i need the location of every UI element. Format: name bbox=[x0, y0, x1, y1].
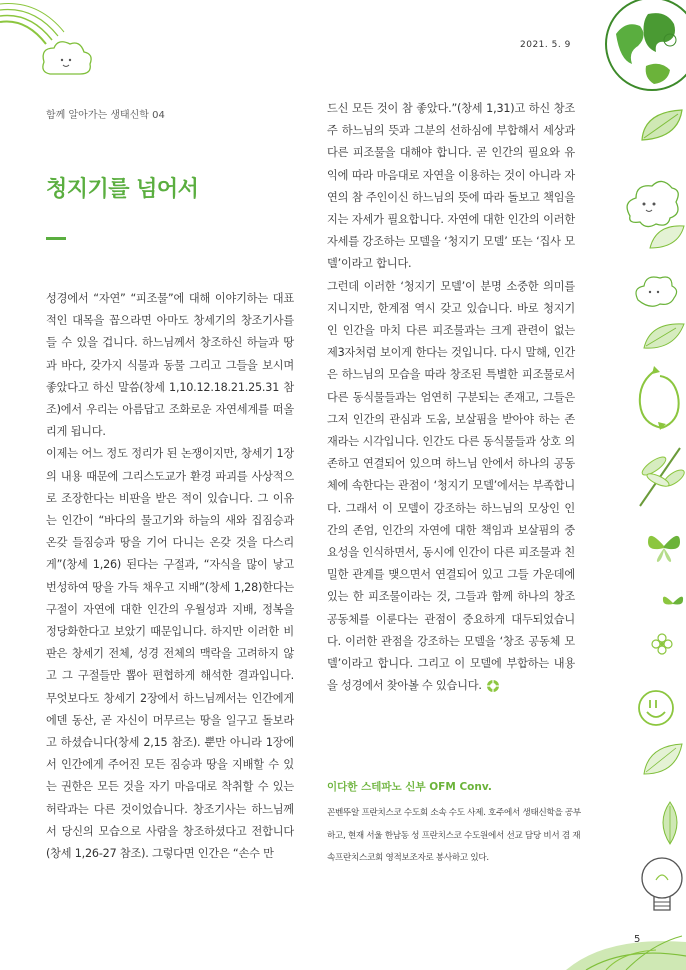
series-label: 함께 알아가는 생태신학 04 bbox=[46, 110, 165, 121]
article-title: 청지기를 넘어서 bbox=[46, 177, 199, 202]
paragraph: 이제는 어느 정도 정리가 된 논쟁이지만, 창세기 1장의 내용 때문에 그리스도교가 환경 파괴를 사상적으로 조장한다는 비판을 받은 적이 있습니다. 그 이유는 인간이 “바다의 물고기와 하늘의 새와 집짐승과 온갖 들짐승과 땅을 기어 다니는 온갖 것을 다스리게”(창세 1,26) 된다는 구절과, “자식을 많이 낳고 번성하여 땅을 가득 채우고 지배”(창세 1,28)한다는 구절이 자연에 대한 인간의 우월성과 지배, 정복을 정당화한다고 보았기 때문입니다. 하지만 이러한 비판은 창세기 전체, 성경 전체의 맥락을 고려하지 않고 그 구절들만 뽑아 편협하게 해석한 결과입니다. 무엇보다도 창세기 2장에서 하느님께서는 인간에게 에덴 동산, 곧 자신이 머무르는 땅을 일구고 돌보라고 하셨습니다(창세 2,15 참조). 뿐만 아니라 1장에서 인간에게 주어진 모든 짐승과 땅을 지배할 수 있는 권한은 모든 것을 자기 마음대로 착취할 수 있는 허락과는 다른 것이었습니다. 창조기사는 하느님께서 당신의 모습으로 사람을 창조하셨다고 전합니다(창세 1,26-27 참조). 그렇다면 인간은 “손수 만 bbox=[46, 447, 294, 861]
leaf-icon bbox=[648, 222, 686, 252]
lightbulb-icon bbox=[636, 852, 686, 924]
issue-date: 2021. 5. 9 bbox=[520, 40, 571, 50]
article-body-right bbox=[327, 98, 575, 697]
author-bio: 꼰벤뚜알 프란치스코 수도회 소속 수도 사제. 호주에서 생태신학을 공부하고, 현재 서울 한남동 성 프란치스코 수도원에서 선교 담당 비서 겸 재속프란치스코회 영적보조자로 봉사하고 있다. bbox=[327, 808, 581, 864]
cloud-face-icon bbox=[630, 270, 680, 310]
smiley-icon bbox=[636, 688, 676, 728]
leaf-icon bbox=[638, 106, 686, 146]
paragraph-text: 그런데 이러한 ‘청지기 모델’이 분명 소중한 의미를 지니지만, 한계점 역시 갖고 있습니다. 바로 청지기인 인간을 마치 다른 피조물과는 크게 관련이 없는 제3자처럼 보이게 한다는 것입니다. 다시 말해, 인간은 하느님의 모습을 따라 창조된 특별한 피조물로서 다른 동식물들과는 엄연히 구분되는 존재고, 그들은 그저 인간의 관심과 도움, 보살핌을 받아야 하는 존재라는 시각입니다. 인간도 다른 동식물들과 상호 의존하고 연결되어 있으며 하느님 안에서 하나의 공동체에 속한다는 관점이 ‘청지기 모델’에서는 부족합니다. 그래서 이 모델이 강조하는 하느님의 모상인 인간의 존엄, 인간의 자연에 대한 책임과 보살핌의 중요성을 인식하면서, 동시에 인간이 다른 피조물과 친밀한 관계를 맺으면서 연결되어 있고 그들 가운데에 있는 한 피조물이라는 것, 그들과 함께 하나의 창조 공동체를 이룬다는 관점이 중요하게 대두되었습니다. 이러한 관점을 강조하는 모델을 ‘창조 공동체 모델’이라고 합니다. 그리고 이 모델에 부합하는 내용을 성경에서 찾아볼 수 있습니다. bbox=[327, 279, 575, 693]
end-mark-icon bbox=[486, 679, 500, 693]
title-divider bbox=[46, 237, 66, 240]
paragraph: 성경에서 “자연” “피조물”에 대해 이야기하는 대표적인 대목을 꼽으라면 아마도 창세기의 창조기사를 들 수 있을 겁니다. 하느님께서 창조하신 하늘과 땅과 바다, 갖가지 식물과 동물 그리고 그들을 보시며 좋았다고 하신 말씀(창세 1,10.12.18.21.25.31 참조)에서 우리는 아름답고 조화로운 자연세계를 떠올리게 됩니다. bbox=[46, 292, 294, 439]
cloud-rainbow-icon bbox=[0, 0, 100, 82]
flower-icon bbox=[650, 632, 674, 656]
page-number: 5 bbox=[634, 934, 641, 945]
earth-icon bbox=[596, 0, 686, 100]
author-name: 이다한 스테파노 신부 OFM Conv. bbox=[327, 781, 492, 793]
butterfly-icon bbox=[660, 590, 686, 616]
recycle-icon bbox=[632, 364, 686, 434]
leaf-icon bbox=[640, 318, 686, 354]
article-body-left bbox=[46, 288, 294, 865]
leaf-icon bbox=[654, 800, 686, 848]
paragraph-last bbox=[327, 276, 575, 698]
leaves-corner-icon bbox=[566, 916, 686, 970]
butterfly-icon bbox=[644, 526, 684, 566]
leaf-icon bbox=[640, 740, 684, 780]
paragraph: 드신 모든 것이 참 좋았다.”(창세 1,31)고 하신 창조주 하느님의 뜻과 그분의 선하심에 부합해서 세상과 다른 피조물을 대해야 합니다. 곧 인간의 필요와 유익에 따라 마음대로 자연을 이용하는 것이 아니라 자연의 참 주인이신 하느님의 뜻에 따라 돌보고 책임을 지는 자세가 필요합니다. 자연에 대한 인간의 이러한 자세를 강조하는 모델을 ‘청지기 모델’ 또는 ‘집사 모델’이라고 합니다. bbox=[327, 102, 575, 271]
dragonfly-icon bbox=[636, 440, 686, 510]
